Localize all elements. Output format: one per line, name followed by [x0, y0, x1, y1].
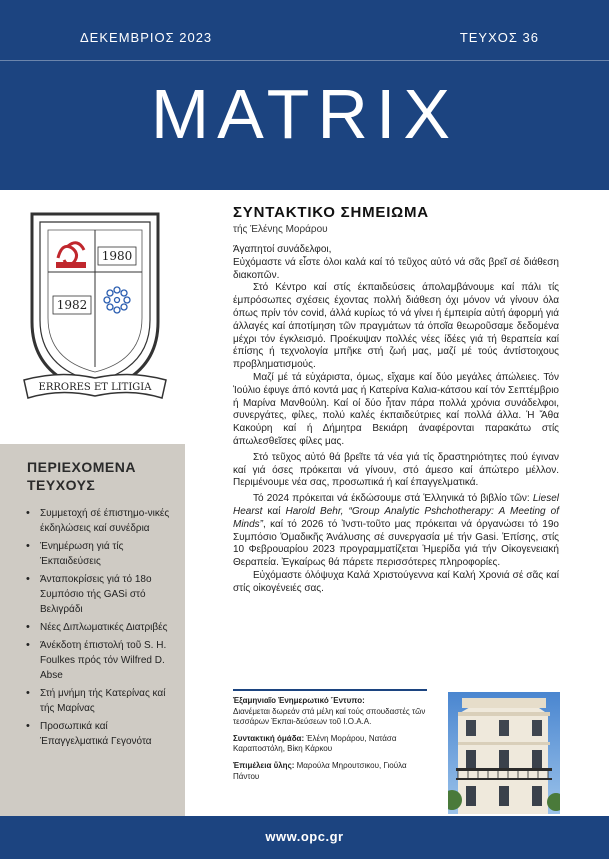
contents-item: • Ένημέρωση γιά τίς Έκπαιδεύσεις [24, 539, 174, 569]
editorial-team-label: Συντακτική όμάδα: [233, 733, 305, 743]
contents-heading: ΠΕΡΙΕΧΟΜΕΝΑ ΤΕΥΧΟΥΣ [27, 459, 136, 493]
section-divider [233, 689, 427, 691]
crest-year-bottom: 1982 [56, 298, 88, 312]
editorial-paragraph: Εὐχόμαστε νά εἶστε όλοι καλά καί τό τεῦχος αὐτό νά σᾶς βρεῖ σέ διάθεση διακοπῶν. [233, 256, 559, 281]
content-editing-names: Μαρούλα Μηρουτσικου, Γιούλα Πάντου [233, 760, 407, 781]
contents-item: • Νέες Διπλωματικές Διατριβές [24, 620, 174, 635]
editorial-body [233, 244, 559, 596]
editorial-paragraph [233, 493, 559, 570]
text-run: Τό 2024 πρόκειται νά έκδώσουμε στά Ἑλληνικά τό βιβλίο τῶν: [253, 493, 533, 505]
editorial-paragraph: Στό τεῦχος αὐτό θά βρεῖτε τά νέα γιά τίς δραστηριότητες πού έγιναν καί γιά όσες πρόκειται νά γίνουν, στό άμεσο καί άπώτερο μέλλον. Περιμένουμε νέα σας, προσωπικά ή καί έπαγγελματικά. [233, 451, 559, 489]
contents-item: • Άνέκδοτη έπιστολή τοῦ S. H. Foulkes πρός τόν Wilfred D. Abse [24, 638, 174, 683]
contents-list [24, 506, 174, 752]
contents-item: • Άνταποκρίσεις γιά τό 18ο Συμπόσιο τής GASi στό Βελιγράδι [24, 572, 174, 617]
masthead-divider [0, 60, 609, 61]
issue-number: ΤΕΥΧΟΣ 36 [459, 30, 539, 45]
crest-motto: ERRORES ET LITIGIA [38, 382, 152, 393]
contents-item: • Στή μνήμη τής Κατερίνας καί τής Μαρίνας [24, 686, 174, 716]
building-photo [448, 692, 560, 814]
content-editing-info [233, 761, 427, 782]
publication-label: Ἐξαμηνιαῖο Ἐνημερωτικό Ἔντυπο: [233, 696, 365, 705]
masthead [0, 0, 609, 190]
editorial-heading: ΣΥΝΤΑΚΤΙΚΟ ΣΗΜΕΙΩΜΑ [233, 204, 429, 221]
editorial-paragraph: Στό Κέντρο καί στίς έκπαιδεύσεις άπολαμβάνουμε καί πάλι τίς έμπρόσωπες σχέσεις έχοντας πολλή διάθεση όχι μόνον νά γίνουν όλα όπως πρίν τόν covid, άλλά κυρίως τό νά γίνει ή έμπειρία αὐτή άφορμή γιά άλλαγές καί άποτίμηση τῶν πραγμάτων τά όποῖα θεωροῦσαμε δεδομένα μέχρι τόν έγκλεισμό. Προέκυψαν πολλές νέες ίδέες γιά τή θεραπεία καί έπίσης ή τεχνολογία μπῆκε στή ζωή μας, μαζί μέ τούς άντίστοιχους προβληματισμούς. [233, 282, 559, 371]
book-authors: Liesel Hearst [233, 493, 559, 517]
editorial-greeting: Άγαπητοί συνάδελφοι, [233, 244, 332, 255]
crest-year-top: 1980 [101, 249, 133, 263]
newsletter-title: MATRIX [150, 75, 459, 153]
editorial-team-names: Ἑλένη Μοράρου, Νατάσα Καραποστόλη, Βίκη Κάρκου [233, 733, 397, 754]
website-link[interactable]: www.opc.gr [265, 829, 344, 844]
editorial-author: τής Έλένης Μοράρου [233, 224, 328, 235]
publication-text: Διανέμεται δωρεάν στά μέλη καί τούς σπουδαστές τῶν τεσσάρων Ἐκπαι-δεύσεων τοῦ Ι.Ο.Α.Α. [233, 706, 426, 727]
editorial-paragraph: Εὐχόμαστε όλόψυχα Καλά Χριστούγεννα καί Καλή Χρονιά σέ σᾶς καί στίς οἰκογένειές σας. [233, 569, 559, 594]
publication-info [233, 696, 427, 728]
editorial-team-info [233, 734, 427, 755]
colophon [233, 696, 427, 788]
contents-item: • Συμμετοχή σέ έπιστημο-νικές έκδηλώσεις καί συνέδρια [24, 506, 174, 536]
institute-crest-logo [20, 202, 170, 407]
book-title: Harold Behr, “Group Analytic Pshchotherapy: A Meeting of Minds” [233, 505, 560, 530]
issue-date: ΔΕΚΕΜΒΡΙΟΣ 2023 [80, 30, 213, 45]
footer-bar [0, 816, 609, 859]
content-editing-label: Ἐπιμέλεια ὕλης: [233, 760, 295, 770]
text-run: καί [262, 505, 286, 517]
editorial-paragraph: Μαζί μέ τά εὐχάριστα, όμως, εἴχαμε καί δύο μεγάλες άπώλειες. Τόν Ἰούλιο έφυγε άπό κοντά μας ή Κατερίνα Καλια-κάτσου καί τόν Σεπτέμβριο ή Μαρίνα Μανθούλη. Καί οί δύο ἦταν πάρα πολλά χρόνια συνάδελφοι, συνεργάτες, φίλες, πολύ καλές έκπαιδεύτριες καί πολλά άλλα. Ἡ Ἄθα Κακούρη καί ή Δήμητρα Βεκιάρη άναφέρονται παρακάτω στίς άπωλεσθεῖσες φίλες μας. [233, 371, 559, 447]
text-run: , καί τό 2026 τό Ἰνστι-τοῦτο μας πρόκειται νά όργανώσει τό 19ο Συμπόσιο Ὁμαδικῆς Άνάλυσης σέ συνεργασία μέ τήν Gasi. Ἐπίσης, στίς 10 Φεβρουαρίου 2023 προγραμματίζεται Ἡμερίδα γιά τήν Οἰκογενειακή Θεραπεία. Ἐγκαίρως θά πάρετε περισσότερες πληροφορίες. [233, 518, 559, 569]
contents-panel [0, 444, 185, 816]
contents-item: • Προσωπικά καί Έπαγγελματικά Γεγονότα [24, 719, 174, 749]
